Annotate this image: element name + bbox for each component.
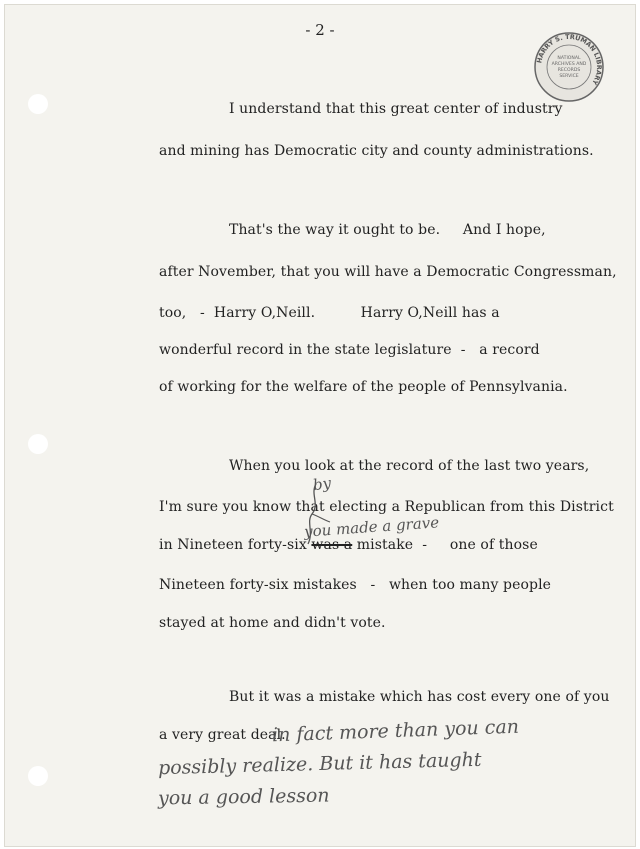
text-line: But it was a mistake which has cost every one of you: [229, 689, 610, 705]
punch-hole: [28, 94, 48, 114]
document-page: [4, 4, 636, 847]
text-line: too, - Harry O,Neill. Harry O,Neill has a: [159, 305, 500, 321]
text-line: I understand that this great center of industry: [229, 101, 563, 117]
text-line: and mining has Democratic city and county administrations.: [159, 143, 594, 159]
text-line: a very great deal.: [159, 727, 286, 743]
insert-mark: [302, 482, 342, 552]
page-number: - 2 -: [305, 21, 335, 39]
punch-hole: [28, 434, 48, 454]
svg-text:SERVICE: SERVICE: [559, 74, 579, 79]
svg-text:HARRY S. TRUMAN LIBRARY: HARRY S. TRUMAN LIBRARY: [535, 32, 604, 87]
text-line: Nineteen forty-six mistakes - when too many people: [159, 577, 552, 593]
handwritten-note: in fact more than you can: [271, 715, 520, 747]
text-line: in Nineteen forty-six was a mistake - one of those: [159, 537, 538, 553]
text-line: stayed at home and didn't vote.: [159, 615, 386, 631]
punch-hole: [28, 766, 48, 786]
handwritten-note: possibly realize. But it has taught: [157, 748, 482, 780]
text-line: wonderful record in the state legislature - a record: [159, 342, 540, 358]
svg-text:NATIONAL: NATIONAL: [557, 56, 581, 61]
svg-text:RECORDS: RECORDS: [557, 68, 581, 73]
text-line: When you look at the record of the last two years,: [229, 458, 590, 474]
handwritten-insert: by: [311, 473, 333, 495]
struck-text: was a: [311, 537, 353, 553]
handwritten-note: you a good lesson: [157, 784, 330, 810]
text-line: I'm sure you know that electing a Republican from this District: [159, 499, 614, 515]
text-line: That's the way it ought to be. And I hope,: [229, 222, 546, 238]
handwritten-insert: you made a grave: [303, 513, 440, 541]
text-line: of working for the welfare of the people of Pennsylvania.: [159, 379, 568, 395]
text-line: after November, that you will have a Democratic Congressman,: [159, 264, 617, 280]
archive-stamp-seal: [533, 31, 605, 103]
svg-text:ARCHIVES AND: ARCHIVES AND: [551, 62, 587, 67]
